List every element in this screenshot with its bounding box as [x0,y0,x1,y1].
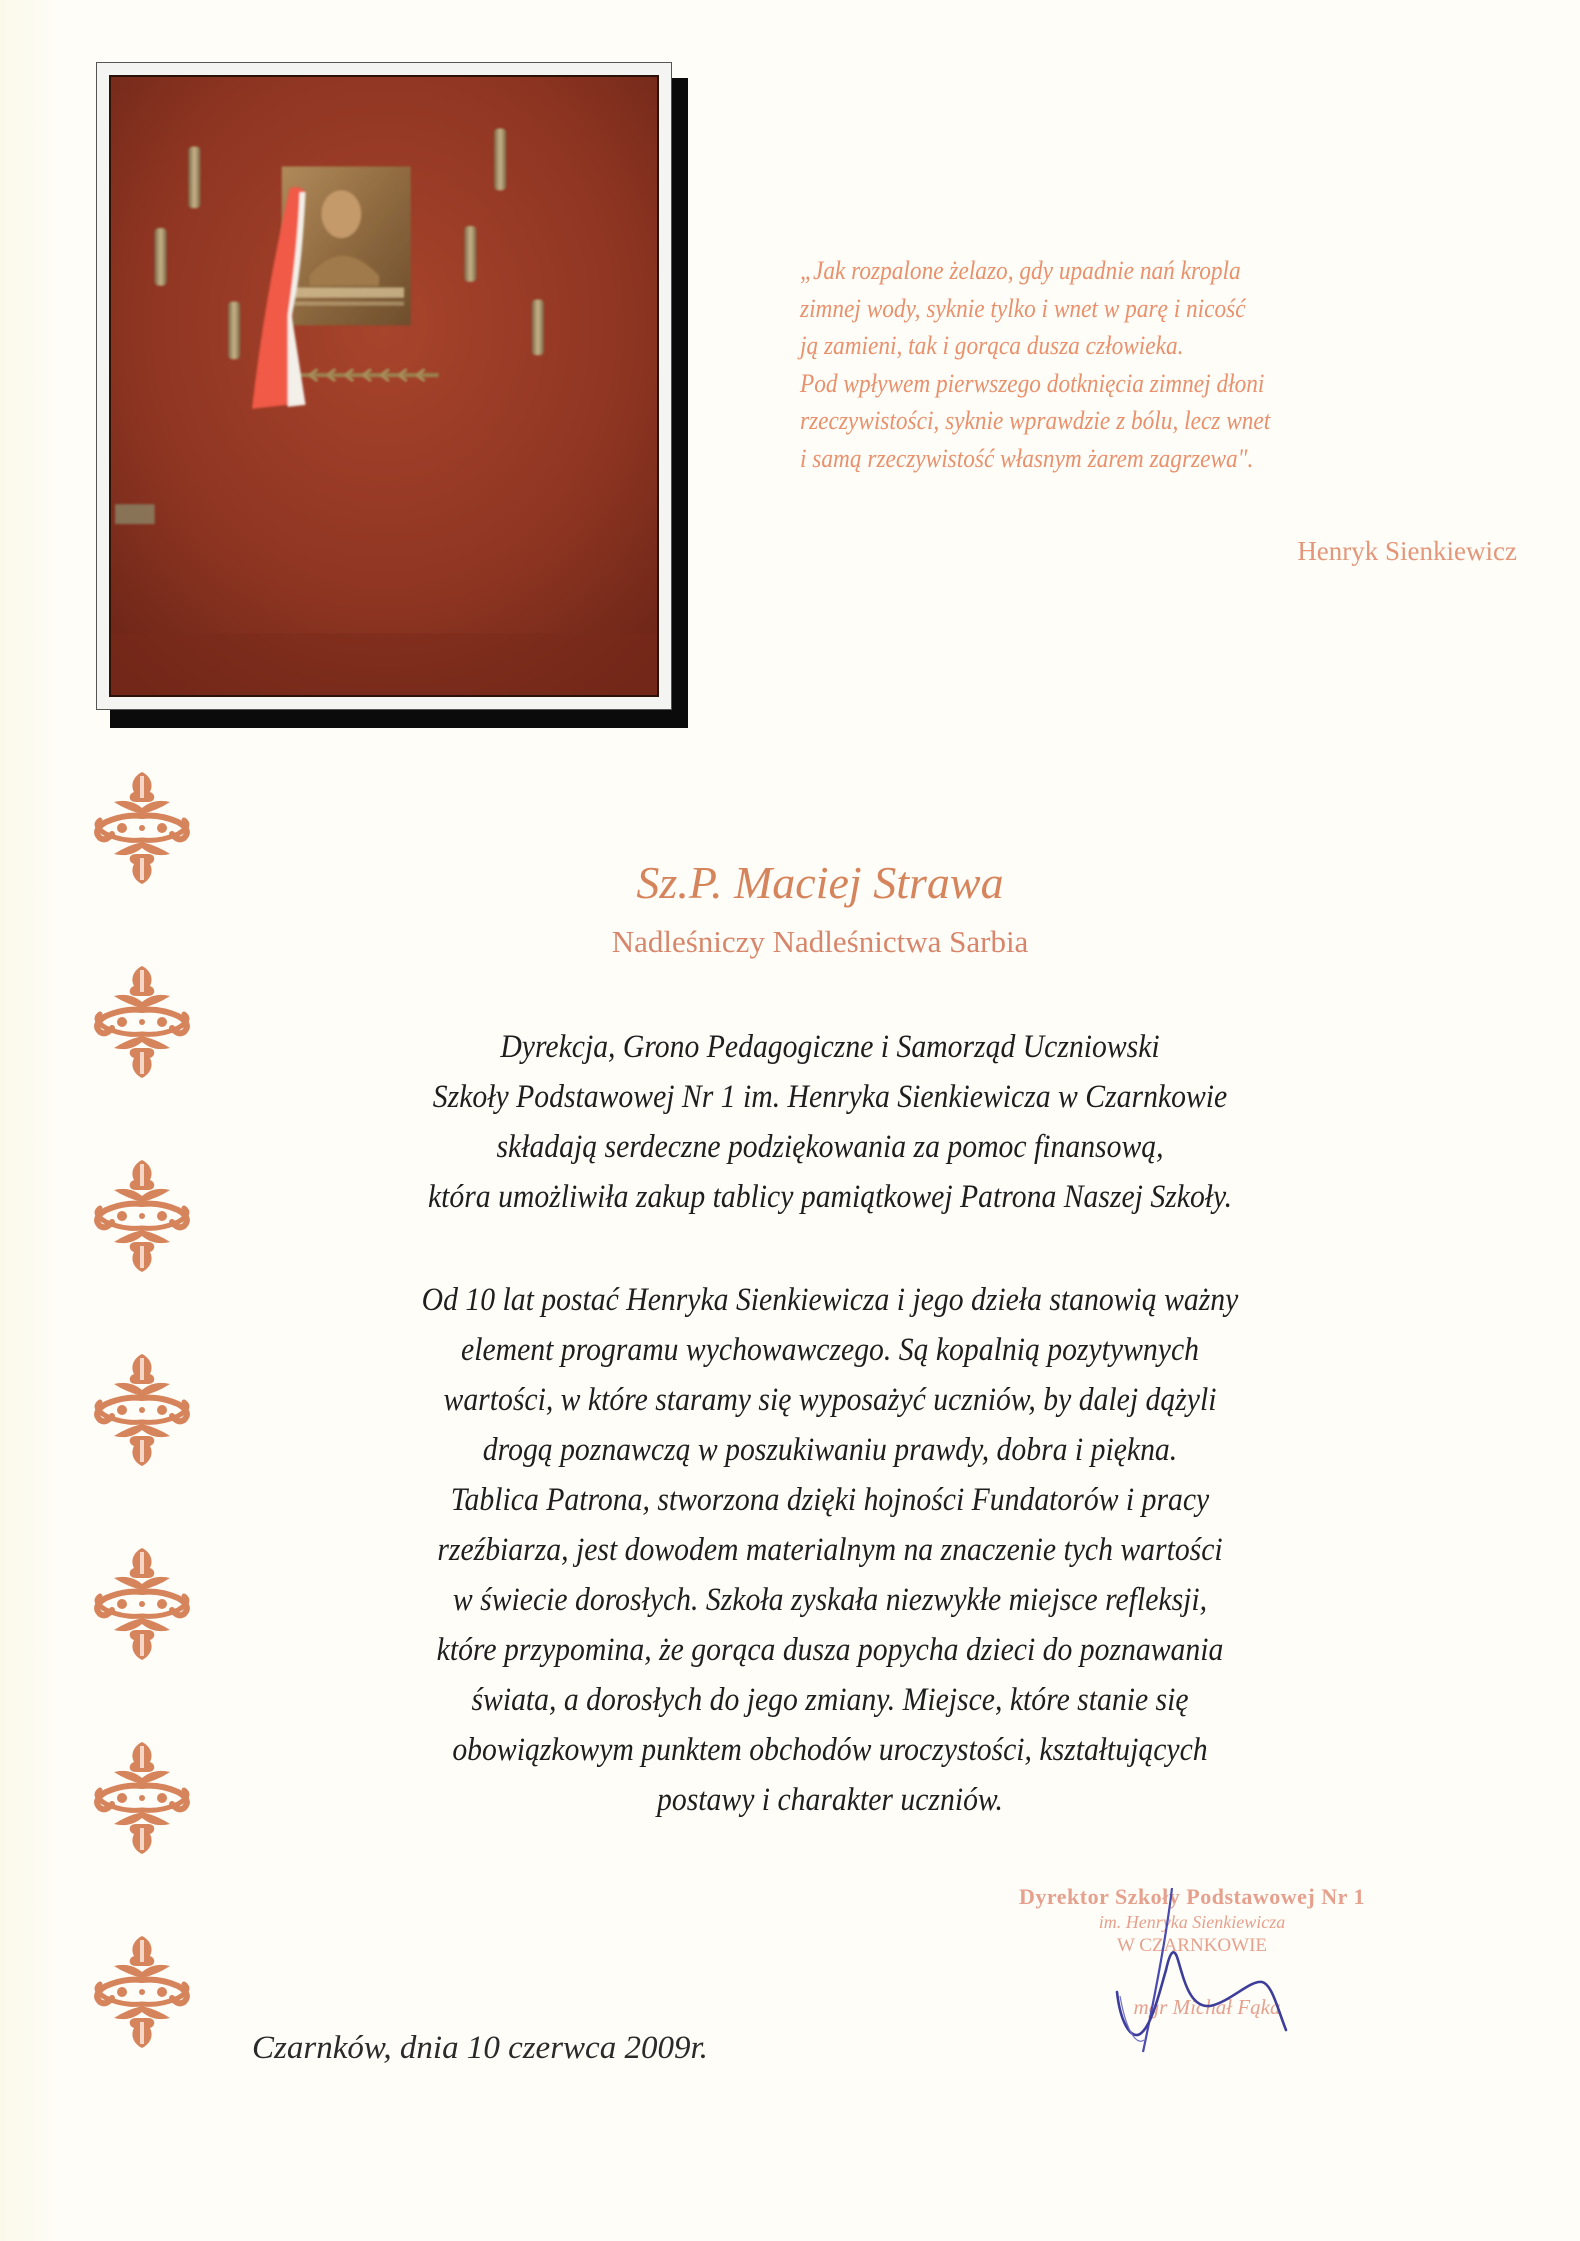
paragraph-line: obowiązkowym punktem obchodów uroczystości, kształtujących [452,1732,1208,1768]
paragraph-line: które przypomina, że gorąca dusza popycha dzieci do poznawania [436,1632,1224,1668]
stamp-line-name: mgr Michał Fąka [1133,1995,1281,2019]
paragraph-line: rzeźbiarza, jest dowodem materialnym na znaczenie tych wartości [437,1532,1223,1568]
stamp-line-title: Dyrektor Szkoły Podstawowej Nr 1 [1019,1884,1365,1909]
paragraph-line: która umożliwiła zakup tablicy pamiątkowej Patrona Naszej Szkoły. [427,1179,1233,1215]
paragraph-line: Dyrekcja, Grono Pedagogiczne i Samorząd Uczniowski [500,1029,1160,1065]
letter-date: Czarnków, dnia 10 czerwca 2009r. [252,2030,708,2066]
paragraph-line: Tablica Patrona, stworzona dzięki hojności Fundatorów i pracy [450,1482,1210,1518]
stamp-line-patron: im. Henryka Sienkiewicza [1098,1912,1286,1932]
quote-line: „Jak rozpalone żelazo, gdy upadnie nań kropla [800,255,1241,285]
paragraph-line: element programu wychowawczego. Są kopalnią pozytywnych [461,1332,1199,1368]
recipient-title: Nadleśniczy Nadleśnictwa Sarbia [611,924,1029,959]
quote-line: i samą rzeczywistość własnym żarem zagrzewa". [800,442,1254,473]
plaque-photo [109,75,659,697]
quote-line: Pod wpływem pierwszego dotknięcia zimnej dłoni [800,367,1265,398]
paragraph-line: wartości, w które staramy się wyposażyć uczniów, by dalej dążyli [443,1382,1217,1418]
paragraph-line: w świecie dorosłych. Szkoła zyskała niezwykłe miejsce refleksji, [452,1582,1208,1618]
paragraph-line: Szkoły Podstawowej Nr 1 im. Henryka Sienkiewicza w Czarnkowie [432,1079,1228,1115]
paragraph-line: świata, a dorosłych do jego zmiany. Miejsce, które stanie się [471,1682,1189,1718]
paragraph-line: drogą poznawczą w poszukiwaniu prawdy, dobra i piękna. [482,1432,1178,1468]
paragraph-line: Od 10 lat postać Henryka Sienkiewicza i jego dzieła stanowią ważny [421,1282,1239,1318]
thanks-paragraph [0,1022,1580,1222]
quote-author: Henryk Sienkiewicz [1297,536,1517,566]
quote-line: rzeczywistości, syknie wprawdzie z bólu, lecz wnet [800,405,1271,435]
quote-line: ją zamieni, tak i gorąca dusza człowieka. [800,330,1184,360]
stamp-line-city: W CZARNKOWIE [1116,1935,1268,1956]
photo-frame [96,62,672,710]
paragraph-line: postawy i charakter uczniów. [657,1782,1003,1818]
sienkiewicz-quote [800,252,1434,477]
handwritten-signature [1100,1880,1300,2060]
paragraph-line: składają serdeczne podziękowania za pomoc finansową, [496,1129,1164,1165]
recipient-name: Sz.P. Maciej Strawa [636,857,1004,908]
patron-paragraph [0,1275,1580,1825]
floral-ornament-icon [84,1932,200,2052]
plaque-photo-image [111,77,657,695]
quote-line: zimnej wody, syknie tylko i wnet w parę i nicość [800,292,1246,323]
